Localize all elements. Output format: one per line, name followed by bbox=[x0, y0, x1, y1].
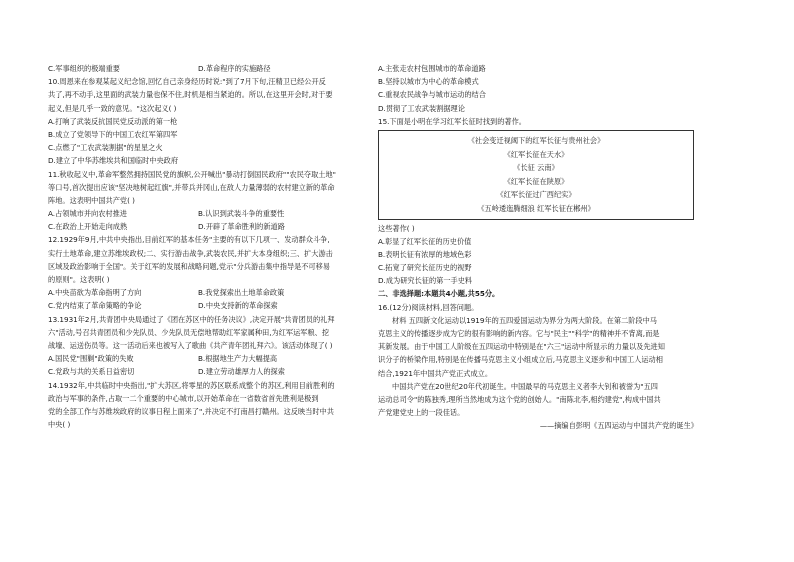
work-title: 《红军长征在天水》 bbox=[503, 149, 569, 159]
question-10-stem: 10.周恩来在参观某起义纪念馆,回忆自己亲身经历时说:"到了7月下旬,汪精卫已经公开反 bbox=[48, 77, 326, 87]
right-column bbox=[378, 62, 698, 433]
material-paragraph: 结合,1921年中国共产党正式成立。 bbox=[378, 368, 493, 378]
q9-options bbox=[48, 62, 366, 75]
option: D.建立了中华苏维埃共和国临时中央政府 bbox=[48, 156, 179, 166]
option: D.建立劳动雄厚力人的探索 bbox=[198, 367, 285, 377]
option: A.打响了武装反抗国民党反动派的第一枪 bbox=[48, 116, 178, 126]
material-paragraph: 中国共产党在20世纪20年代初诞生。中国最早的马克思主义者李大钊和被誉为"五四 bbox=[392, 381, 658, 391]
option: B.根据地生产力大幅提高 bbox=[198, 354, 278, 364]
q12-options-row bbox=[48, 299, 366, 312]
option: C.拓宽了研究长征历史的视野 bbox=[378, 263, 472, 273]
option: B.认识到武装斗争的重要性 bbox=[198, 209, 285, 219]
material-paragraph: 其新发展。由于中国工人阶级在五四运动中特别是在"六三"运动中所显示的力量以及先进知 bbox=[378, 342, 665, 352]
option: A.彰显了红军长征的历史价值 bbox=[378, 236, 472, 246]
question-14-stem: 党的全部工作与苏维埃政府的议事日程上面来了",并决定不打南昌打赣州。这反映当时中共 bbox=[48, 406, 334, 416]
question-11-stem: 阵地。这表明中国共产党( ) bbox=[48, 195, 135, 205]
work-title: 《红军长征在陕原》 bbox=[503, 176, 569, 186]
q11-options-row bbox=[48, 220, 366, 233]
option: C.党政与共的关系日益密切 bbox=[48, 367, 135, 377]
question-10-stem: 共了,再不动手,这里面的武装力量也保不住,时机是相当紧迫的。所以,在这里开会时,对于要 bbox=[48, 90, 333, 100]
q12-options-row bbox=[48, 286, 366, 299]
option: A.国民党"围剿"政策的失败 bbox=[48, 354, 134, 364]
option: D.开辟了革命胜利的新道路 bbox=[198, 222, 285, 232]
left-column bbox=[48, 62, 366, 431]
work-title: 《五岭逶迤腾细浪 红军长征在郴州》 bbox=[477, 203, 595, 213]
work-title: 《社会变迁视阈下的红军长征与贵州社会》 bbox=[467, 135, 605, 145]
work-title: 《长征 云南》 bbox=[513, 163, 559, 173]
option: C.点燃了"工农武装割据"的星星之火 bbox=[48, 143, 163, 153]
option: C.党内结束了革命策略的争论 bbox=[48, 301, 142, 311]
section-title: 二、非选择题:本题共4小题,共55分。 bbox=[378, 289, 500, 299]
option: A.中央苗欲为革命指明了方向 bbox=[48, 288, 142, 298]
option: A.主张走农村包围城市的革命道路 bbox=[378, 64, 486, 73]
q11-options-row bbox=[48, 207, 366, 220]
option: B.表明长征有浓厚的地域色彩 bbox=[378, 249, 472, 259]
material-paragraph: 克思主义的传播逐步成为它的很有影响的新内容。它与"民主""科学"的精神并不背离,而是 bbox=[378, 329, 660, 338]
material-paragraph: 运动总司令"的陈独秀,理所当然地成为这个党的创始人。"南陈北李,相约建党",构成中国共 bbox=[378, 394, 661, 404]
question-11-stem: 11.秋收起义中,革命军整然拥持国民党的旗帜,公开喊出"暴动打倒国民政府""农民夺取土地" bbox=[48, 169, 336, 179]
question-11-stem: 等口号,首次提出应该"坚决地树起红旗",并带兵并冈山,在敌人力量薄弱的农村建立新的革命 bbox=[48, 182, 335, 192]
question-13-stem: 13.1931年2月,共青团中央局通过了《团在苏区中的任务决议》,决定开展"共青团员的礼拜 bbox=[48, 314, 335, 324]
option: D.成为研究长征的第一手史料 bbox=[378, 276, 473, 286]
question-14-stem: 中央( ) bbox=[48, 420, 71, 430]
material-paragraph: 识分子的桥梁作用,特别是在传播马克思主义小组成立后,马克思主义逐步和中国工人运动相 bbox=[378, 355, 663, 365]
question-15-stem: 15.下面是小明在学习红军长征时找到的著作。 bbox=[378, 116, 526, 126]
option: C.在政治上开始走向成熟 bbox=[48, 222, 128, 232]
option: D.中央支持新的革命探索 bbox=[198, 301, 278, 311]
question-12-stem: 实行土地革命,建立苏维埃政权;二、实行游击战争,武装农民,并扩大本身组织;三、扩大游击 bbox=[48, 248, 333, 258]
option: B.坚持以城市为中心的革命模式 bbox=[378, 77, 479, 87]
option: D.革命程序的实施路径 bbox=[198, 64, 271, 73]
question-15-prompt: 这些著作( ) bbox=[378, 223, 415, 233]
q13-options-row bbox=[48, 365, 366, 378]
question-12-stem: 12.1929年9月,中共中央指出,目前红军的基本任务"主要的有以下几项一、发动群众斗争, bbox=[48, 235, 330, 245]
option: C.军事组织的极端重要 bbox=[48, 64, 120, 73]
q13-options-row bbox=[48, 352, 366, 365]
question-16-stem: 16.(12分)阅读材料,回答问题。 bbox=[378, 302, 479, 312]
option: B.我党探索出土地革命政策 bbox=[198, 288, 285, 298]
question-14-stem: 政治与军事的条件,占取一二个重要的中心城市,以开始革命在一省数省首先胜利是极到 bbox=[48, 393, 319, 403]
option: D.贯彻了工农武装割据理论 bbox=[378, 103, 465, 113]
material-paragraph: 材料 五四新文化运动以1919年的五四爱国运动为界分为两大阶段。在第二阶段中马 bbox=[392, 315, 657, 325]
question-12-stem: 的原则"。这表明( ) bbox=[48, 275, 110, 284]
work-title: 《红军长征过广西纪实》 bbox=[496, 190, 576, 200]
works-list-box bbox=[378, 130, 694, 220]
material-source: ——摘编自彭明《五四运动与中国共产党的诞生》 bbox=[539, 421, 698, 431]
option: A.占领城市并向农村推进 bbox=[48, 209, 127, 219]
question-13-stem: 六"活动,号召共青团员和少先队员、少先队员无偿地帮助红军家属种田,为红军运军粮、挖 bbox=[48, 327, 330, 337]
question-14-stem: 14.1932年,中共临时中央指出,"扩大苏区,将零星的苏区联系成整个的苏区,利用目前胜利的 bbox=[48, 380, 335, 390]
material-paragraph: 产党建党史上的一段佳话。 bbox=[378, 408, 465, 418]
option: C.重视农民战争与城市运动的结合 bbox=[378, 90, 486, 100]
option: B.成立了党领导下的中国工农红军第四军 bbox=[48, 129, 178, 139]
question-13-stem: 战壕、运送伤员等。这一活动后来也被写入了歌曲《共产青年团礼拜六》。该活动体现了( ) bbox=[48, 340, 333, 350]
question-10-stem: 起义,但是几乎一致的意见。"这次起义( ) bbox=[48, 103, 177, 113]
question-12-stem: 区域及政治影响于全国"。关于红军的发展和战略问题,党示"分兵游击集中指导是不可移易 bbox=[48, 261, 331, 271]
